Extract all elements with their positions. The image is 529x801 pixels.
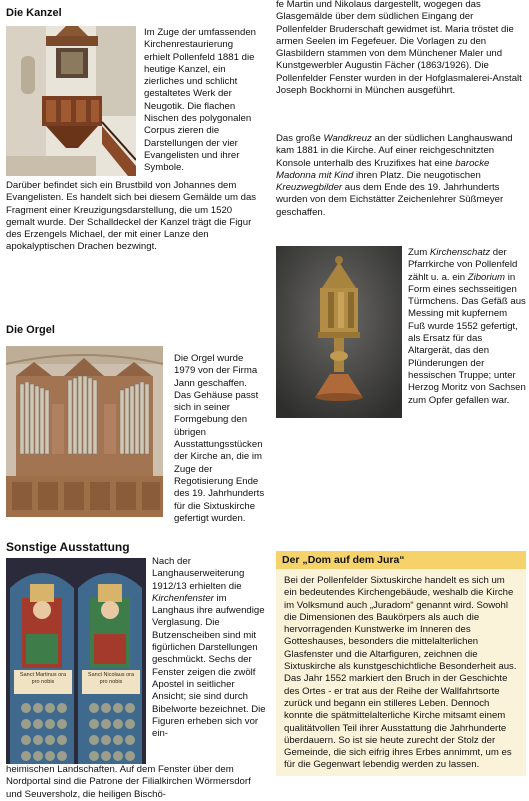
kanzel-text-2: Darüber befindet sich ein Brustbild von Johannes dem Evangelisten. Es handelt sich bei diesem Gemälde um das Fragment einer Kreuzigungsdarstellung, die um 1520 gemalt wurde. Der Schalldeckel der Kanzel trägt die Figur des Erzengels Michael, der mit einer Lanze den apokalyptischen Drachen bezwingt. [6,180,257,253]
window-label-right: Sanct Nicolaus ora pro nobis [87,672,135,685]
orgel-heading: Die Orgel [6,324,55,336]
dom-infobox [276,551,526,776]
sonstige-text-narrow: Nach der Langhauserweiterung 1912/13 erhielten die Kirchenfenster im Langhaus ihre aufwendige Verglasung. Die Butzenscheiben sind mit figürlichen Darstellungen geschmückt. Sechs der Fenster zeigen die zwölf Apostel in seitlicher Ansicht; sie sind durch Bibelworte bezeichnet. Die Figuren erheben sich vor ein- [152,556,266,740]
pulpit-photo [6,26,136,176]
sonstige-text-wide: heimischen Landschaften. Auf dem Fenster über dem Nordportal sind die Patrone der Filialkirchen Wörmersdorf und Seuversholz, die heiligen Bischö- [6,764,251,800]
kirchenschatz-text: Zum Kirchenschatz der Pfarrkirche von Pollenfeld zählt u. a. ein Ziborium in Form eines sechsseitigen Türmchens. Das Gefäß aus Messing mit kupfernem Fuß wurde 1552 gefertigt, als Ersatz für das Altargerät, das den Plünderungen der hessischen Truppe; unter Herzog Moritz von Sachsen zum Opfer gefallen war. [408,247,526,406]
kanzel-text-1: Im Zuge der umfassenden Kirchenrestaurierung erhielt Pollenfeld 1881 die heutige Kanzel, ein zierliches und schlicht gestaltetes Werk der Neugotik. Die flachen Nischen des polygonalen Corpus zieren die Darstellungen der vier Evangelisten und ihrer Symbole. [144,27,256,174]
stained-glass-photo [6,558,146,764]
sonstige-heading: Sonstige Ausstattung [6,540,130,554]
dom-body: Bei der Pollenfelder Sixtuskirche handelt es sich um ein bedeutendes Kirchengebäude, weshalb die Kirche im Volksmund auch „Juradom“ genannt wird. Sowohl die Dimensionen des Baukörpers als auch die hervorragenden Kunstwerke im Inneren des Gotteshauses, besonders die mittelalterlichen Glasfenster und die Altarfiguren, zeichnen die Sixtuskirche als kunstgeschichtliche Besonderheit aus. Das Jahr 1552 markiert den Bruch in der Geschichte des Ortes - er trat aus der Reihe der Wallfahrtsorte zurück und begann ein stilleres Leben. Dennoch konnte die spätmittelalterliche Kirche mitsamt einem qualitätvollen Teil ihrer Ausstattung die Jahrhunderte überdauern. So ist sie heute zurecht der Stolz der Gemeinde, die sich eifrig ihres Erbes annimmt, um es für die Gegenwart lebendig werden zu lassen. [276,569,526,776]
wandkreuz-text: Das große Wandkreuz an der südlichen Langhauswand kam 1881 in die Kirche. Auf einer reichgeschnitzten Konsole unterhalb des Kruzifixes hat eine barocke Madonna mit Kind ihren Platz. Die neugotischen Kreuzwegbilder aus dem Ende des 19. Jahrhunderts wurden von dem Eichstätter Zeichenlehrer Süßmeyer geschaffen. [276,133,513,218]
glass-continuation-text: fe Martin und Nikolaus dargestellt, wogegen das Glasgemälde über dem südlichen Eingang der Pollenfelder Bruderschaft gewidmet ist. Maria tröstet die armen Seelen im Fegefeuer. Die Vorlagen zu den Glasbildern stammen von dem Münchener Maler und Kunstgewerbler Augustin Fächer (1863/1926). Die Pollenfelder Fenster wurden in der Hofglasmalerei-Anstalt Joseph Bockhorni in München ausgeführt. [276,0,522,97]
dom-heading: Der „Dom auf dem Jura“ [276,551,526,569]
kanzel-heading: Die Kanzel [6,7,62,19]
ziborium-photo [276,246,402,418]
window-label-left: Sanct Martinus ora pro nobis [19,672,67,685]
organ-photo [6,346,163,517]
orgel-text: Die Orgel wurde 1979 von der Firma Jann geschaffen. Das Gehäuse passt sich in seiner Formgebung den übrigen Ausstattungsstücken der Kirche an, die im Zuge der Regotisierung Ende des 19. Jahrhunderts für die Sixtuskirche gefertigt wurden. [174,353,265,524]
